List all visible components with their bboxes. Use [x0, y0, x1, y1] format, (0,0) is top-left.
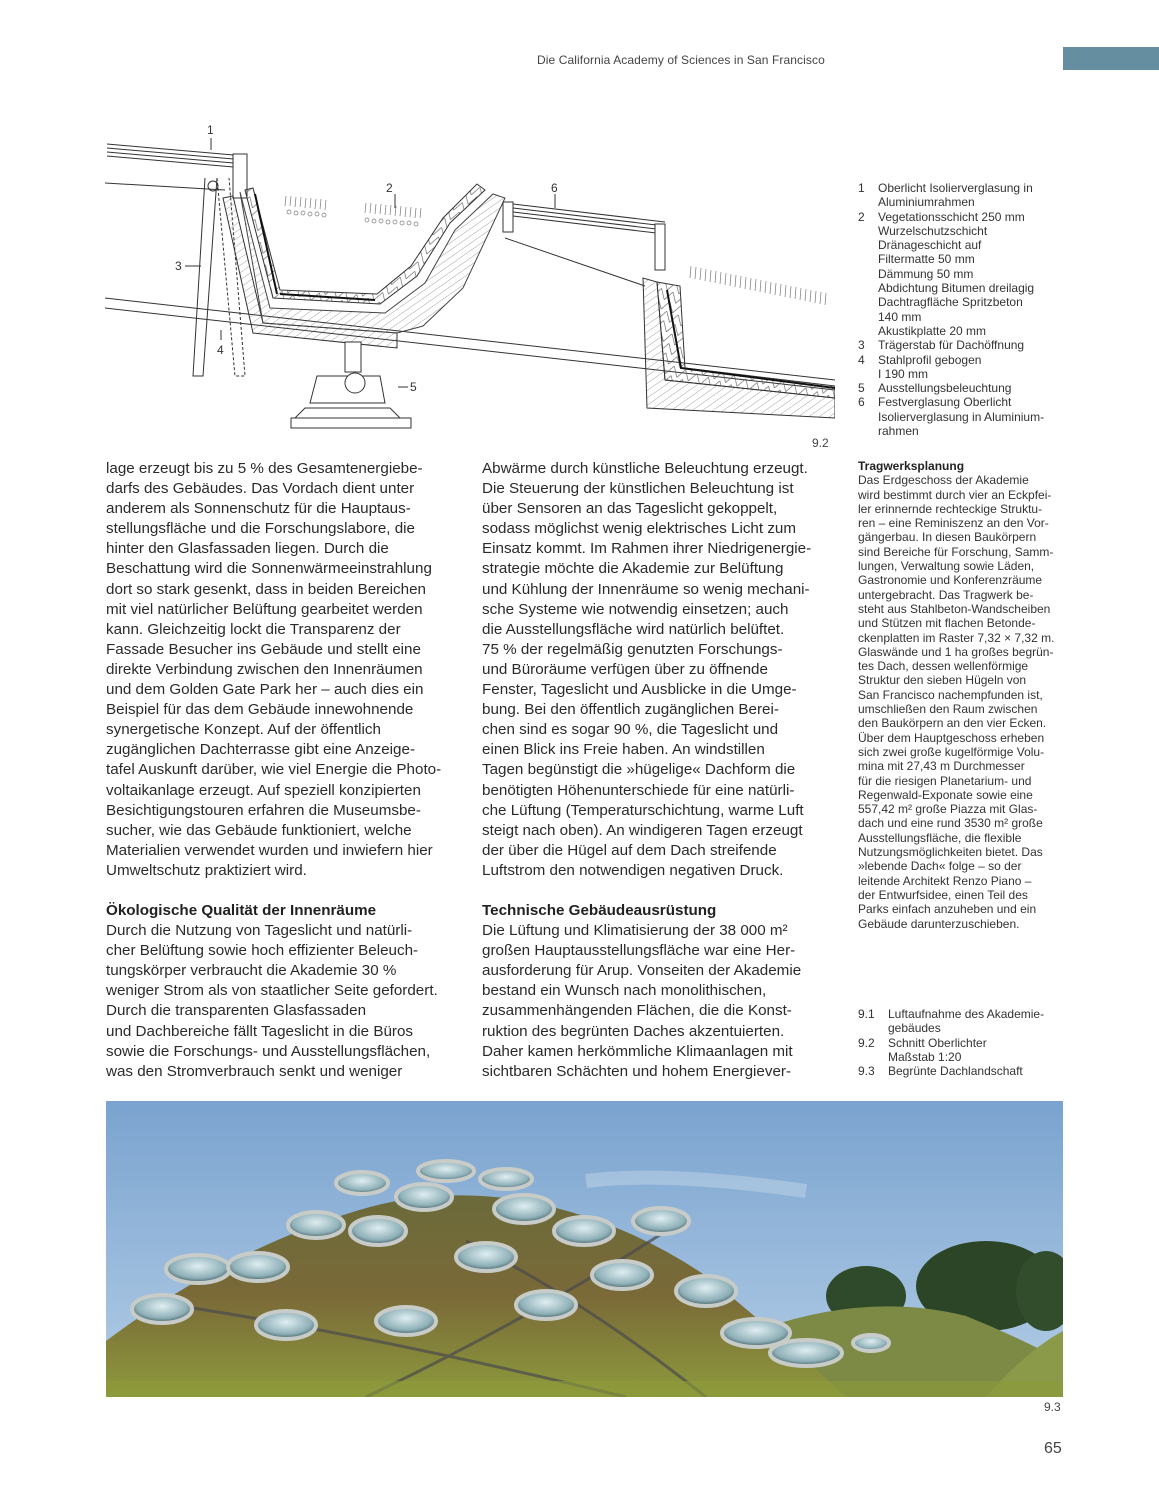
section-accent-tab — [1063, 47, 1159, 70]
caption-item: 9.2 Schnitt Oberlichter Maßstab 1:20 — [858, 1035, 987, 1064]
paragraph: Durch die Nutzung von Tageslicht und natürli- cher Belüftung sowie hoch effizienter Beleuch- tungskörper verbraucht die Akademie 30 % weniger Strom als von staatlicher Seite gefordert. Durch die transparenten Glasfassaden und Dachbereiche fällt Tageslicht in die Büros sowie die Forschungs- und Ausstellungsflächen, was den Stromverbrauch senkt und weniger — [106, 922, 438, 1080]
body-column-1 — [106, 459, 458, 1082]
callout-6: 6 — [551, 181, 558, 195]
legend-item: 1 Oberlicht Isolierverglasung in Aluminiumrahmen — [858, 181, 1033, 210]
figure-number-9-3: 9.3 — [1044, 1400, 1061, 1414]
paragraph: Die Lüftung und Klimatisierung der 38 000 m² großen Hauptausstellungsfläche war eine Her- ausforderung für Arup. Vonseiten der Akademie bestand ein Wunsch nach monolithischen, zusammenhängenden Flächen, die die Konst- ruktion des begrünten Daches akzentuierten. Daher kamen herkömmliche Klimaanlagen mit sichtbaren Schächten und hohem Energiever- — [482, 922, 802, 1080]
green-roof-photo-9-3 — [106, 1101, 1063, 1397]
legend-item: 4 Stahlprofil gebogen I 190 mm — [858, 352, 982, 381]
figure-number-9-2: 9.2 — [812, 436, 829, 450]
sidebar-text: Das Erdgeschoss der Akademie wird bestimmt durch vier an Eckpfei- ler erinnernde rechteckige Struktu- ren – eine Reminiszenz an den Vor- gängerbau. In diesen Baukörpern sind Bereiche für Forschung, Samm- lungen, Verwaltung sowie Läden, Gastronomie und Konferenzräume untergebracht. Das Tragwerk be- steht aus Stahlbeton-Wandscheiben und Stützen mit flachen Betonde- ckenplatten im Raster 7,32 × 7,32 m. Glaswände und 1 ha großes begrün- tes Dach, dessen wellenförmige Struktur den sieben Hügeln von San Francisco nachempfunden ist, umschließen den Raum zwischen den Baukörpern an den vier Ecken. Über dem Hauptgeschoss erheben sich zwei große kugelförmige Volu- mina mit 27,43 m Durchmesser für die riesigen Planetarium- und Regenwald-Exponate sowie eine 557,42 m² große Piazza mit Glas- dach und eine rund 3530 m² große Ausstellungsfläche, die flexible Nutzungsmöglichkeiten bietet. Das »lebende Dach« folge – so der leitende Architekt Renzo Piano – der Entwurfsidee, einen Teil des Parks einfach anzuheben und ein Gebäude darunterzuschieben. — [858, 473, 1055, 931]
legend-item: 6 Festverglasung Oberlicht Isolierverglasung in Aluminium- rahmen — [858, 395, 1045, 439]
body-column-2 — [482, 459, 832, 1082]
callout-2: 2 — [386, 181, 393, 195]
sidebar-heading: Tragwerksplanung — [858, 459, 965, 473]
caption-item: 9.3 Begrünte Dachlandschaft — [858, 1064, 1023, 1079]
drawing-legend — [858, 181, 1068, 438]
section-heading-oekologische-qualitaet: Ökologische Qualität der Innenräume — [106, 901, 377, 919]
legend-item: 2 Vegetationsschicht 250 mm Wurzelschutzschicht Dränageschicht auf Filtermatte 50 mm Dämmung 50 mm Abdichtung Bitumen dreilagig Dachtragfläche Spritzbeton 140 mm Akustikplatte 20 mm — [858, 209, 1035, 338]
legend-item: 3 Trägerstab für Dachöffnung — [858, 338, 1025, 353]
section-drawing-9-2 — [105, 118, 835, 448]
section-heading-technische-gebaeudeausruestung: Technische Gebäudeausrüstung — [482, 901, 717, 919]
callout-4: 4 — [217, 343, 224, 357]
sidebar-tragwerksplanung — [858, 459, 1068, 931]
callout-1: 1 — [207, 123, 214, 137]
page-number: 65 — [1044, 1440, 1062, 1457]
callout-3: 3 — [175, 259, 182, 273]
running-title: Die California Academy of Sciences in San Francisco — [537, 53, 825, 67]
legend-item: 5 Ausstellungsbeleuchtung — [858, 381, 1012, 396]
caption-item: 9.1 Luftaufnahme des Akademie- gebäudes — [858, 1007, 1045, 1036]
callout-5: 5 — [410, 380, 417, 394]
paragraph: lage erzeugt bis zu 5 % des Gesamtenergiebe- darfs des Gebäudes. Das Vordach dient unter anderem als Sonnenschutz für die Hauptaus- stellungsfläche und die Forschungslabore, die hinter den Glasfassaden liegen. Durch die Beschattung wird die Sonnenwärmeeinstrahlung dort so stark gesenkt, dass in beiden Bereichen mit viel natürlicher Belüftung gearbeitet werden kann. Gleichzeitig lockt die Transparenz der Fassade Besucher ins Gebäude und stellt eine direkte Verbindung zwischen den Innenräumen und dem Golden Gate Park her – auch dies ein Beispiel für das dem Gebäude innewohnende synergetische Konzept. Auf der öffentlich zugänglichen Dachterrasse gibt eine Anzeige- tafel Auskunft darüber, wie viel Energie die Photo- voltaikanlage erzeugt. Auf speziell konzipierten Besichtigungstouren erfahren die Museumsbe- sucher, wie das Gebäude funktioniert, welche Materialien verwendet wurden und inwiefern hier Umweltschutz praktiziert wird. — [106, 460, 442, 879]
figure-captions — [858, 1007, 1068, 1078]
skylight-1-glazing — [107, 144, 247, 198]
skylight-6-glazing — [503, 202, 665, 286]
paragraph: Abwärme durch künstliche Beleuchtung erzeugt. Die Steuerung der künstlichen Beleuchtung ist über Sensoren an das Tageslicht gekoppelt, sodass möglichst wenig elektrisches Licht zum Einsatz kommt. Im Rahmen ihrer Niedrigenergie- strategie möchte die Akademie zur Belüftung und Kühlung der Innenräume so wenig mechani- sche Systeme wie notwendig einsetzen; auch die Ausstellungsfläche wird natürlich belüftet. 75 % der regelmäßig genutzten Forschungs- und Büroräume verfügen über zu öffnende Fenster, Tageslicht und Ausblicke in die Umge- bung. Bei den öffentlich zugänglichen Berei- chen sind es sogar 90 %, die Tageslicht und einen Blick ins Freie haben. An windstillen Tagen begünstigt die »hügelige« Dachform die benötigten Höhenunterschiede für eine natürli- che Lüftung (Temperaturschichtung, warme Luft steigt nach oben). An windigeren Tagen erzeugt der über die Hügel auf dem Dach streifende Luftstrom den notwendigen negativen Druck. — [482, 460, 812, 879]
